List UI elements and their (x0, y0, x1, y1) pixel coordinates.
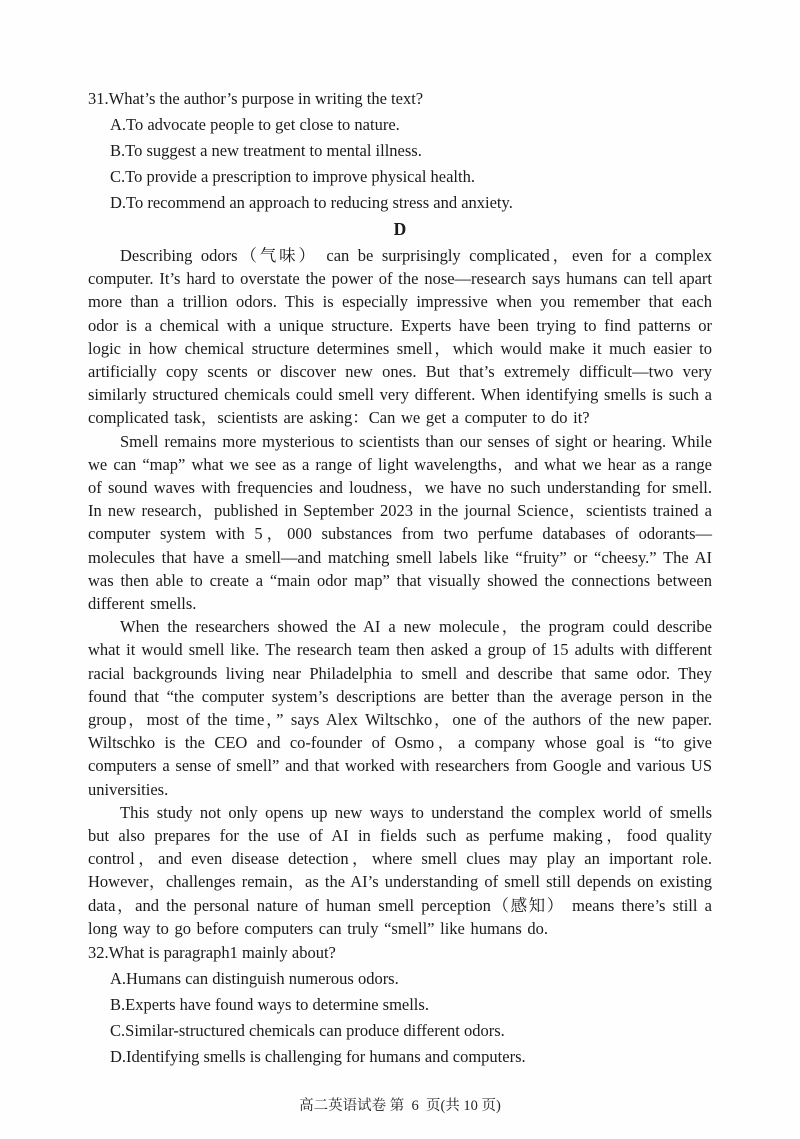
question-32-stem (88, 940, 712, 966)
option-c-label: C. (110, 1021, 126, 1041)
option-a-text: Humans can distinguish numerous odors. (126, 969, 399, 989)
option-d-text: Identifying smells is challenging for humans and computers. (126, 1047, 526, 1067)
option-b-label: B. (110, 141, 126, 160)
option-d-text: To recommend an approach to reducing stress and anxiety. (126, 193, 513, 212)
question-31-option-b (88, 138, 712, 164)
option-d-label: D. (110, 1047, 127, 1067)
option-a-text: To advocate people to get close to nature. (126, 115, 400, 134)
question-32-number: 32. (88, 943, 109, 963)
passage-paragraph-4: This study not only opens up new ways to understand the complex world of smells but also prepares for the use of AI in fields such as perfume making，food quality control，and even disease detection，where smell clues may play an important role. However，challenges remain，as the AI’s understanding of smell still depends on existing data，and the personal nature of human smell perception（感知） means there’s still a long way to go before computers can truly “smell” like humans do. (88, 802, 712, 938)
option-c-text: Similar-structured chemicals can produce different odors. (125, 1021, 505, 1041)
question-32 (88, 940, 712, 1070)
question-32-option-b (88, 992, 712, 1018)
option-a-label: A. (110, 969, 127, 989)
option-c-text: To provide a prescription to improve physical health. (125, 167, 475, 186)
question-31-number: 31. (88, 89, 109, 108)
question-31-option-d (88, 190, 712, 216)
question-31 (88, 86, 712, 216)
option-c-label: C. (110, 167, 126, 186)
option-b-label: B. (110, 995, 126, 1015)
option-b-text: To suggest a new treatment to mental illness. (125, 141, 422, 160)
question-32-option-d (88, 1044, 712, 1070)
question-31-stem-text: What’s the author’s purpose in writing the text? (108, 89, 424, 108)
question-31-option-c (88, 164, 712, 190)
passage-section-label: D (393, 219, 407, 239)
question-32-stem-text: What is paragraph1 mainly about? (108, 943, 336, 963)
passage-paragraph-2: Smell remains more mysterious to scientists than our senses of sight or hearing. While we can “map” what we see as a range of light wavelengths，and what we hear as a range of sound waves with frequencies and loudness，we have no such understanding for smell. In new research，published in September 2023 in the journal Science，scientists trained a computer system with 5，000 substances from two perfume databases of odorants—molecules that have a smell—and matching smell labels like “fruity” or “cheesy.” The AI was then able to create a “main odor map” that visually showed the connections between different smells. (88, 431, 712, 614)
question-32-option-a (88, 966, 712, 992)
option-a-label: A. (110, 115, 127, 134)
question-31-option-a (88, 112, 712, 138)
question-31-stem (88, 86, 712, 112)
passage-paragraph-3: When the researchers showed the AI a new molecule，the program could describe what it would smell like. The research team then asked a group of 15 adults with different racial backgrounds living near Philadelphia to smell and describe that same odor. They found that “the computer system’s descriptions are better than the average person in the group，most of the time，” says Alex Wiltschko，one of the authors of the new paper. Wiltschko is the CEO and co-founder of Osmo，a company whose goal is “to give computers a sense of smell” and that worked with researchers from Google and various US universities. (88, 617, 712, 799)
reading-passage (88, 244, 712, 940)
passage-paragraph-1: Describing odors（气味） can be surprisingly complicated，even for a complex computer. It’s hard to overstate the power of the nose—research says humans can tell apart more than a trillion odors. This is especially impressive when you remember that each odor is a chemical with a unique structure. Experts have been trying to find patterns or logic in how chemical structure determines smell，which would make it much easier to artificially copy scents or discover new ones. But that’s extremely difficult—two very similarly structured chemicals could smell very different. When identifying smells is such a complicated task，scientists are asking：Can we get a computer to do it? (88, 246, 712, 428)
option-d-label: D. (110, 193, 127, 212)
page-footer: 高二英语试卷 第 6 页(共 10 页) (299, 1098, 501, 1114)
question-32-option-c (88, 1018, 712, 1044)
option-b-text: Experts have found ways to determine smells. (125, 995, 429, 1015)
